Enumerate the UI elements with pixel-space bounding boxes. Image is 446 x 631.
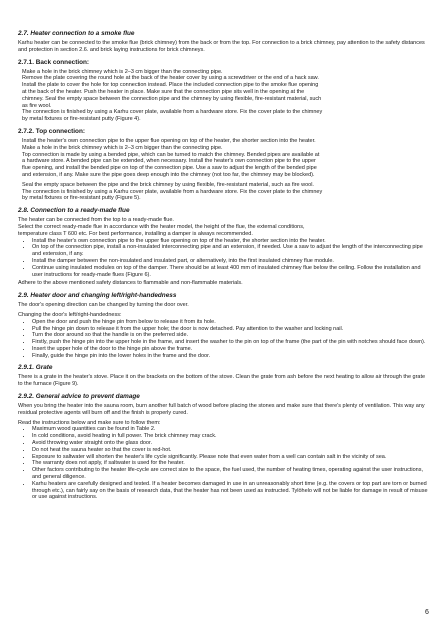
list-item: • Turn the door around so that the handle is on the preferred side. <box>32 332 428 339</box>
paragraph: Seal the empty space between the pipe and the brick chimney by using flexible, fire-resistant material, such as fire wool. <box>22 181 314 188</box>
list-item: • Install the heater's own connection pipe to the upper flue opening on top of the heater, the shorter section into the heater. <box>32 238 428 245</box>
section-heading: 2.9. Heater door and changing left/right-handedness <box>18 292 177 300</box>
section-heading: 2.9.1. Grate <box>18 364 53 372</box>
paragraph: The door's opening direction can be changed by turning the door over. <box>18 302 189 309</box>
paragraph: chimney. Seal the empty space between the connection pipe and the chimney by using flexible, fire-resistant material, such <box>22 95 322 102</box>
bullet-list <box>18 319 428 360</box>
bullet-list <box>18 426 428 501</box>
list-item: • Other factors contributing to the heater life-cycle are correct size to the space, the fuel used, the number of heating times, operating against the user instructions, and general diligence. <box>32 467 428 481</box>
list-item: • Finally, guide the hinge pin into the lower holes in the frame and the door. <box>32 353 428 360</box>
paragraph: The connection is finished by using a Karhu cover plate, available from a hardware store. Fix the cover plate to the chimney <box>22 109 323 116</box>
list-item: • Firstly, push the hinge pin into the upper hole in the frame, and insert the washer to the pin on top of the frame (the part of the pin with notches should face down). <box>32 339 428 346</box>
section-2-8 <box>18 207 428 287</box>
section-2-7-1 <box>18 59 428 123</box>
paragraph: Make a hole in the brick chimney which is 2–3 cm bigger than the connecting pipe. <box>22 144 223 151</box>
paragraph: Changing the door's left/right-handedness: <box>18 311 122 318</box>
paragraph: The connection is finished by using a Karhu cover plate, available from a hardware store. Fix the cover plate to the chimney <box>22 188 323 195</box>
list-item: • Karhu heaters are carefully designed and tested. If a heater becomes damaged in use in an unreasonably short time (e.g. the covers or top part are torn or burned through etc.), can fairly say on the basis of research data, that the heater has not been used as instructed. Tylöhelo will not be liable for damage in result of misuse or use against instructions. <box>32 481 428 501</box>
section-2-7-2 <box>18 128 428 202</box>
paragraph: Make a hole in the brick chimney which is 2–3 cm bigger than the connecting pipe. <box>22 68 223 75</box>
list-item: • The warranty does not apply, if saltwater is used for the heater. <box>32 460 428 467</box>
list-item: • Insert the upper hole of the door to the hinge pin above the frame. <box>32 346 428 353</box>
list-item: • Open the door and push the hinge pin from below to release it from its hole. <box>32 319 428 326</box>
list-item: • In cold conditions, avoid heating in full power. The brick chimney may crack. <box>32 433 428 440</box>
paragraph: Install the heater's own connection pipe to the upper flue opening on top of the heater, the shorter section into the heater. <box>22 137 316 144</box>
section-2-7 <box>18 30 428 54</box>
paragraph: flue opening, and install the bended pipe on top of the connection pipe. Use a saw to adjust the length of the bended pipe <box>22 165 317 172</box>
list-item: • Install the damper between the non-insulated and insulated part, or alternatively, into the first insulated chimney flue module. <box>32 258 428 265</box>
paragraph: by metal fixtures or fire-resistant putty (Figure 5). <box>22 195 141 202</box>
list-item: • Avoid throwing water straight onto the glass door. <box>32 440 428 447</box>
section-heading: 2.7.1. Back connection: <box>18 58 90 66</box>
paragraph: Adhere to the above mentioned safety distances to flammable and non-flammable materials. <box>18 280 243 287</box>
bullet-list <box>18 238 428 279</box>
list-item: • Exposure to saltwater will shorten the heater's life cycle significantly. Please note that even water from a well can contain salt in the vicinity of sea. <box>32 454 428 461</box>
list-item: • Maximum wood quantities can be found in Table 2. <box>32 426 428 433</box>
list-item: • Continue using insulated modules on top of the damper. There should be at least 400 mm of insulated chimney flue below the ceiling. Follow the installation and user instructions for ready-made flues (Figure 6). <box>32 265 428 279</box>
paragraph: Read the instructions below and make sure to follow them: <box>18 419 161 426</box>
paragraph: The heater can be connected from the top to a ready-made flue. <box>18 217 174 224</box>
list-item: • Do not heat the sauna heater so that the cover is red-hot. <box>32 447 428 454</box>
section-heading: 2.7.2. Top connection: <box>18 127 85 135</box>
paragraph: There is a grate in the heater's stove. Place it on the brackets on the bottom of the stove. Clean the grate from ash before the next heating to allow air through the grate to the furnace (Figure 9). <box>18 374 426 388</box>
paragraph: a hardware store. A bended pipe can be extended, when necessary. Install the heater's own connection pipe to the upper <box>22 158 316 165</box>
section-heading: 2.8. Connection to a ready-made flue <box>18 207 130 215</box>
page-content <box>18 30 428 506</box>
section-heading: 2.9.2. General advice to prevent damage <box>18 393 140 401</box>
list-item: • Pull the hinge pin down to release it from the upper hole; the door is now detached. Pay attention to the washer and locking nail. <box>32 326 428 333</box>
section-2-9 <box>18 292 428 359</box>
list-item: • On top of the connection pipe, install a non-insulated interconnecting pipe and an extension, if needed. Use a saw to adjust the length of the interconnecting pipe and extension, if any. <box>32 244 428 258</box>
paragraph: at the back of the heater. Push the heater in place. Make sure that the connection pipe sits well in the opening at the <box>22 88 305 95</box>
paragraph: Install the plate to cover the hole for top connection instead. Place the included connection pipe to the smoke flue opening <box>22 82 319 89</box>
section-2-9-2 <box>18 393 428 501</box>
paragraph: Top connection is made by using a bended pipe, which can be turned to match the chimney. Bended pipes are available at <box>22 151 320 158</box>
paragraph: and extension, if any. Make sure the pipe goes deep enough into the chimney (not too far, the chimney may be blocked). <box>22 171 315 178</box>
paragraph: as fire wool. <box>22 102 52 109</box>
paragraph: When you bring the heater into the sauna room, burn another full batch of wood before placing the stones and make sure that there's plenty of ventilation. This way any residual protective agents will burn off and the finish is properly cured. <box>18 403 425 416</box>
paragraph: by metal fixtures or fire-resistant putty (Figure 4). <box>22 116 141 123</box>
page-number: 6 <box>425 609 429 616</box>
paragraph: Remove the plate covering the round hole at the back of the heater cover by using a screwdriver or the end of a hack saw. <box>22 75 319 82</box>
section-heading: 2.7. Heater connection to a smoke flue <box>18 30 135 37</box>
paragraph: temperature class T 600 etc. For best performance, installing a damper is always recommended. <box>18 230 253 237</box>
section-2-9-1 <box>18 364 428 388</box>
paragraph: Select the correct ready-made flue in accordance with the heater model, the height of the flue, the external conditions, <box>18 223 305 230</box>
paragraph: Karhu heater can be connected to the smoke flue (brick chimney) from the back or from the top. For connection to a brick chimney, pay attention to the safety distances and protection in section 2.6. and brick laying instructions for brick chimneys. <box>18 40 425 53</box>
